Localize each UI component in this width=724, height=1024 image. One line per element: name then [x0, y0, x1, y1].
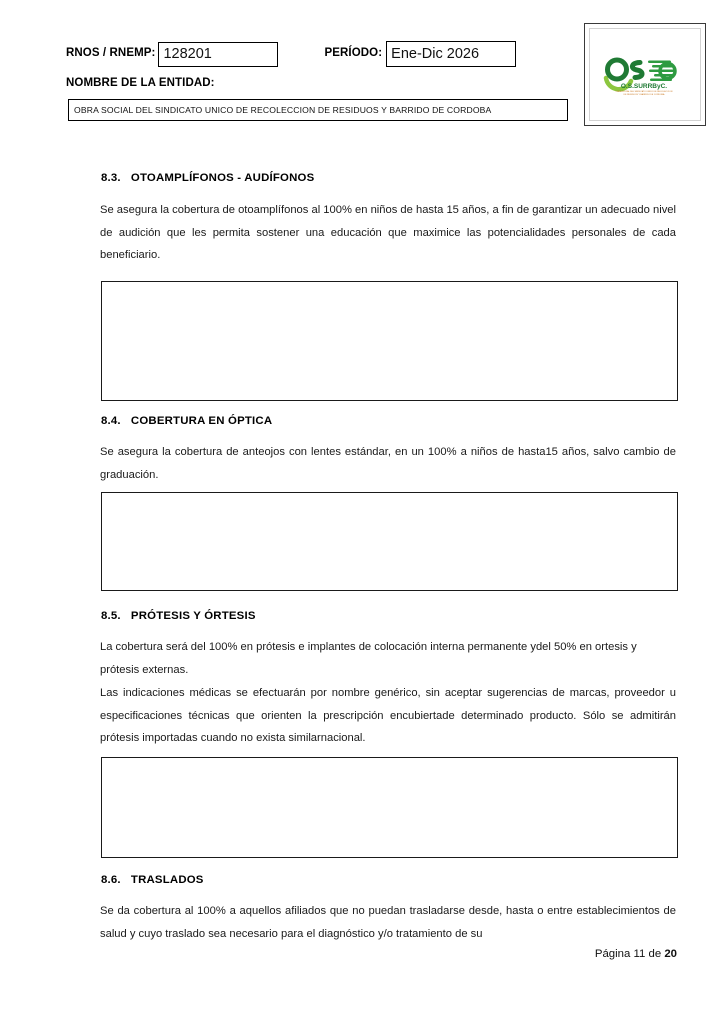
- section-heading-8-5: [101, 611, 256, 622]
- svg-text:O.S.SURRByC.: O.S.SURRByC.: [620, 82, 668, 90]
- logo-inner-border: [589, 28, 701, 121]
- svg-text:OBRA SOCIAL DEL SINDICATO UNIC: OBRA SOCIAL DEL SINDICATO UNICO DE RECOLECCION: [615, 90, 673, 93]
- section-number-8-3: 8.3.: [101, 172, 121, 184]
- section-paragraph-8-6-1: Se da cobertura al 100% a aquellos afiliados que no puedan trasladarse desde, hasta o entre establecimientos de salud y cuyo traslado sea necesario para el diagnóstico y/o tratamiento de su: [100, 905, 676, 940]
- rnos-label: RNOS / RNEMP:: [66, 47, 156, 60]
- section-paragraph-8-5-2: Las indicaciones médicas se efectuarán por nombre genérico, sin aceptar sugerencias de marcas, proveedor u especificaciones técnicas que orienten la prescripción encubiertade determinado producto. Sólo se admitirán prótesis importadas cuando no exista similarnacional.: [100, 687, 676, 744]
- section-paragraph-8-3-1: Se asegura la cobertura de otoamplífonos al 100% en niños de hasta 15 años, a fin de garantizar un adecuado nivel de audición que les permita sostener una educación que maximice las potencialidades personales de cada beneficiario.: [100, 204, 676, 261]
- rnos-rnemp-input[interactable]: 128201: [158, 42, 278, 67]
- answer-box-8-3[interactable]: [101, 281, 678, 401]
- footer-total-pages: 20: [664, 948, 677, 960]
- section-title-8-5: PRÓTESIS Y ÓRTESIS: [130, 610, 256, 622]
- document-header: [0, 0, 724, 140]
- section-title-8-4: COBERTURA EN ÓPTICA: [130, 415, 273, 427]
- page-footer: [0, 948, 724, 960]
- answer-box-8-4[interactable]: [101, 492, 678, 591]
- section-heading-8-6: [101, 875, 204, 886]
- section-title-8-3: OTOAMPLÍFONOS - AUDÍFONOS: [130, 172, 315, 184]
- section-heading-8-4: [101, 416, 272, 427]
- section-title-8-6: TRASLADOS: [130, 874, 204, 886]
- entidad-nombre-input[interactable]: OBRA SOCIAL DEL SINDICATO UNICO DE RECOLECCION DE RESIDUOS Y BARRIDO DE CORDOBA: [68, 99, 568, 121]
- section-paragraph-8-5-1: La cobertura será del 100% en prótesis e implantes de colocación interna permanente ydel 50% en ortesis y prótesis externas.: [100, 641, 637, 676]
- footer-page-prefix: Página 11 de: [594, 948, 665, 960]
- section-paragraph-8-4-1: Se asegura la cobertura de anteojos con lentes estándar, en un 100% a niños de hasta15 años, salvo cambio de graduación.: [100, 446, 676, 481]
- answer-box-8-5[interactable]: [101, 757, 678, 858]
- periodo-input[interactable]: Ene-Dic 2026: [386, 41, 516, 67]
- svg-text:DE RESIDUOS Y BARRIDO DE CORDO: DE RESIDUOS Y BARRIDO DE CORDOBA: [623, 93, 665, 96]
- section-number-8-6: 8.6.: [101, 874, 121, 886]
- logo-frame: [584, 23, 706, 126]
- section-number-8-5: 8.5.: [101, 610, 121, 622]
- section-number-8-4: 8.4.: [101, 415, 121, 427]
- header-row-identificacion: [66, 41, 516, 67]
- entidad-label: NOMBRE DE LA ENTIDAD:: [66, 77, 215, 89]
- periodo-label: PERÍODO:: [324, 47, 383, 60]
- section-heading-8-3: [101, 173, 314, 184]
- ossurbyc-logo-icon: [602, 53, 688, 97]
